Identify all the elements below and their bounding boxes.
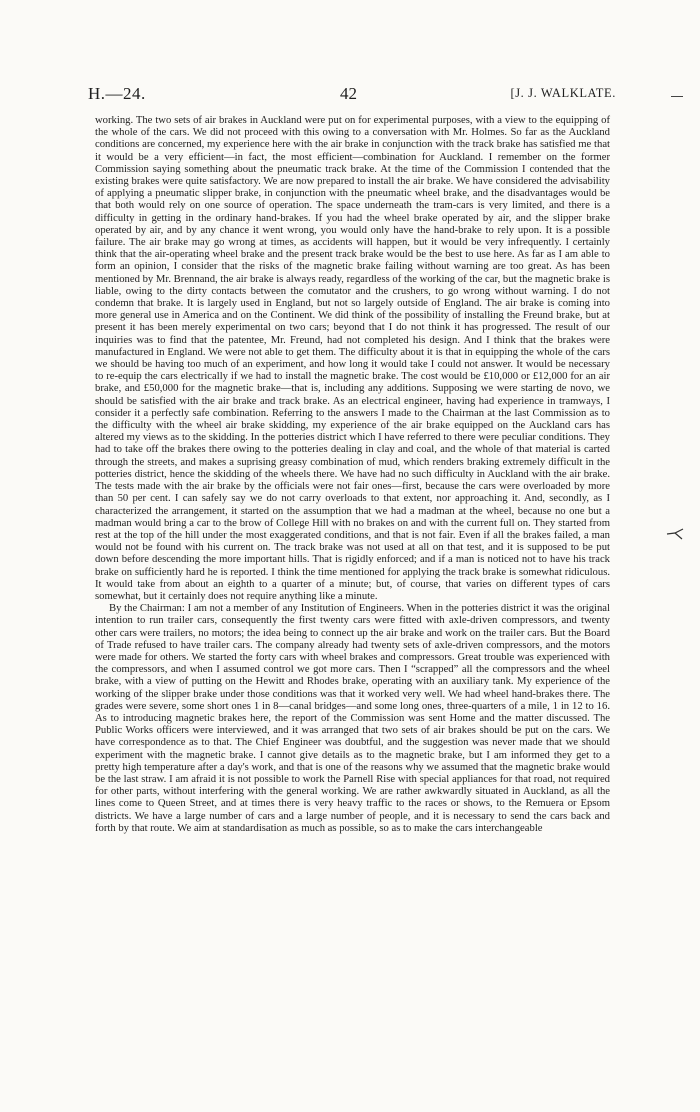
document-code: H.—24.	[88, 84, 146, 103]
testimony-paragraph: working. The two sets of air brakes in Auckland were put on for experimental purposes, with a view to the equipping of the whole of the cars. We did not proceed with this owing to a conversation with Mr. Holmes. So far as the Auckland conditions are concerned, my experience here with the air brake in conjunction with the track brake has satisfied me that it would be a very efficient—in fact, the most efficient—combination for Auckland. I remember on the former Commission saying something about the pneumatic track brake. At the time of the Commission I contended that the existing brakes were quite satisfactory. We are now prepared to install the air brake. We have considered the advisability of applying a pneumatic slipper brake, in conjunction with the pneumatic wheel brake, and the disadvantages would be that both would rely on one source of operation. The space underneath the tram-cars is very limited, and there is a difficulty in getting in the ordinary hand-brakes. If you had the wheel brake operated by air, and the slipper brake operated by air, and by any chance it went wrong, you would only have the hand-brake to rely upon. It is a possible failure. The air brake may go wrong at times, as accidents will happen, but it would be very infrequently. I certainly think that the air-operating wheel brake and the present track brake would be the best to use here. As far as I am able to form an opinion, I consider that the risks of the magnetic brake failing without warning are too great. As has been mentioned by Mr. Brennand, the air brake is always ready, regardless of the working of the car, but the magnetic brake is liable, owing to the dirty contacts between the comutator and the crushers, to go wrong without warning. I do not condemn that brake. It is largely used in England, but not so largely outside of England. The air brake is coming into more general use in America and on the Continent. We did think of the possibility of installing the Freund brake, but at present it has been merely experimental on two cars; beyond that I do not think it has progressed. The result of our inquiries was to find that the patentee, Mr. Freund, had not completed his design. And I think that the brakes were manufactured in England. We were not able to get them. The difficulty about it is that in equipping the whole of the cars we should be having too much of an experiment, and how long it would take I could not answer. It would be necessary to re-equip the cars electrically if we had to install the magnetic brake. The cost would be £10,000 or £12,000 for an air brake, and £50,000 for the magnetic brake—that is, including any additions. Supposing we were starting de novo, we should be satisfied with the air brake and track brake. As an electrical engineer, having had experience in tramways, I consider it a perfectly safe combination. Referring to the answers I made to the Chairman at the last Commission as to the difficulty with the wheel air brake skidding, my experience of the air brake equipped on the Auckland cars has altered my views as to the skidding. In the potteries district which I have referred to there were peculiar conditions. They had to take off the brakes there owing to the potteries dealing in clay and coal, and the whole of that material is carted through the streets, and makes a suprising greasy combination of mud, which renders braking extremely difficult in the potteries district, hence the skidding of the wheels there. We have had no such difficulty in Auckland with the air brake. The tests made with the air brake by the officials were not fair ones—first, because the cars were overloaded by more than 50 per cent. I can safely say we do not carry overloads to that extent, nor approaching it. And, secondly, as I characterized the arrangement, it started on the assumption that we had a madman at the wheel, because no one but a madman would bring a car to the brow of College Hill with no brakes on and with the current full on. They started from rest at the top of the hill under the most exaggerated conditions, and that is not fair. Even if all the brakes failed, a man would not be found with his current on. The track brake was not used at all on that test, and it is supposed to be put down before descending the more important hills. That is rigidly enforced; and if a man is noticed not to have his track brake on sufficiently hard he is reported. I think the time mentioned for applying the track brake is somewhat ridiculous. It would take from about an eighth to a quarter of a minute; but, of course, that varies on different types of cars somewhat, but it certainly does not require anything like a minute.	[95, 115, 610, 602]
testimony-paragraph: By the Chairman: I am not a member of any Institution of Engineers. When in the potteries district it was the original intention to run trailer cars, consequently the first twenty cars were fitted with axle-driven compressors, and twenty other cars were trailers, no motors; the idea being to connect up the air brake and work on the trailer cars. But the Board of Trade refused to have trailer cars. The company already had twenty sets of axle-driven compressors, and the motors were made for others. We started the forty cars with wheel brakes and compressors. Great trouble was experienced with the compressors, and when I assumed control we got more cars. Then I “scrapped” all the compressors and the wheel brake, with a view of putting on the Hewitt and Rhodes brake, operating with an auxiliary tank. My experience of the working of the slipper brake under those conditions was that it worked very well. We had wheel hand-brakes there. The grades were severe, some short ones 1 in 8—canal bridges—and some long ones, three-quarters of a mile, 1 in 12 to 16. As to introducing magnetic brakes here, the report of the Commission was sent Home and the matter discussed. The Public Works officers were interviewed, and it was arranged that two sets of air brakes should be put on the cars. We have correspondence as to that. The Chief Engineer was doubtful, and the suggestion was never made that we should experiment with the magnetic brake. I cannot give details as to the magnetic brake, but I am informed they get to a pretty high temperature after a day's work, and that is one of the reasons why we assumed that the magnetic brake would be the last straw. I am afraid it is not possible to work the Parnell Rise with special appliances for that road, not required for other parts, without interfering with the general working. We are rather awkwardly situated in Auckland, as all the lines come to Queen Street, and at times there is very heavy traffic to the races or shows, to the Remuera or Epsom districts. We have a large number of cars and a large number of people, and it is necessary to send the cars back and forth by that route. We aim at standardisation as much as possible, so as to make the cars interchangeable	[95, 603, 610, 834]
testimony-body	[95, 115, 610, 835]
page-header	[88, 84, 616, 106]
page-number: 42	[340, 84, 357, 103]
witness-name: [J. J. WALKLATE.	[510, 86, 616, 100]
margin-mark	[671, 96, 683, 97]
margin-scribble-icon	[666, 527, 684, 541]
